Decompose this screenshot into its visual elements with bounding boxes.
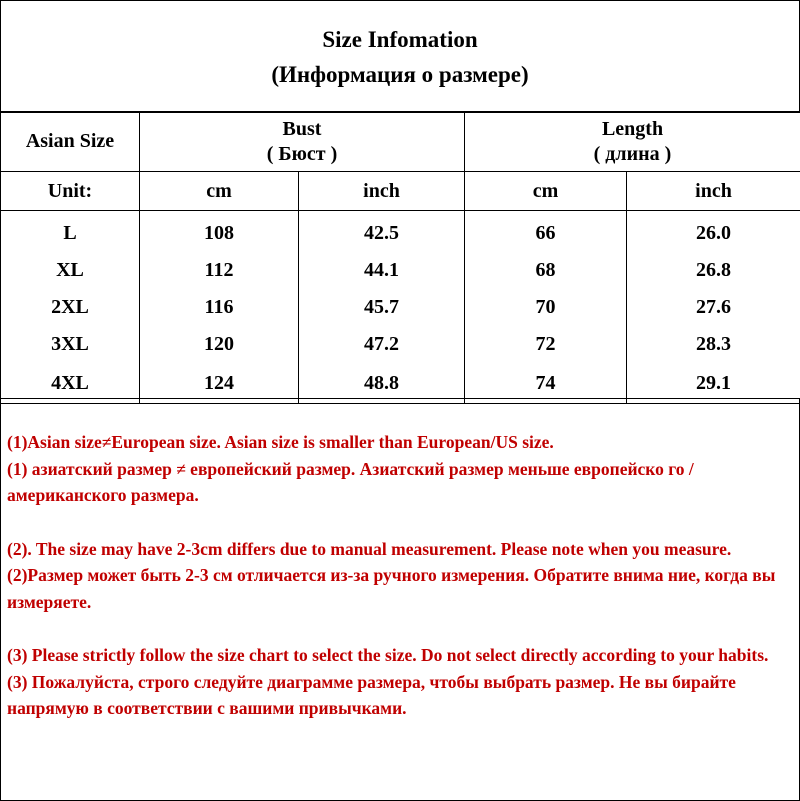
cell-bust-cm: 112 (140, 252, 299, 289)
table-row (1, 252, 800, 289)
cell-length-inch: 28.3 (627, 326, 800, 363)
cell-length-cm: 74 (465, 363, 627, 404)
notes-box (0, 398, 800, 801)
table-row (1, 289, 800, 326)
header-length-ru: ( длина ) (465, 142, 800, 167)
unit-bust-inch: inch (299, 172, 465, 211)
title-box (0, 0, 800, 113)
page-subtitle: (Информация о размере) (1, 62, 799, 88)
cell-bust-inch: 44.1 (299, 252, 465, 289)
note-gap (7, 615, 793, 642)
note-3-ru: (3) Пожалуйста, строго следуйте диаграмме размера, чтобы выбрать размер. Не вы бирайте напрямую в соответствии с вашими привычками. (7, 669, 793, 722)
cell-bust-cm: 120 (140, 326, 299, 363)
note-2-en: (2). The size may have 2-3cm differs due to manual measurement. Please note when you measure. (7, 536, 793, 563)
page-title: Size Infomation (1, 27, 799, 53)
note-1-en: (1)Asian size≠European size. Asian size is smaller than European/US size. (7, 429, 793, 456)
cell-length-cm: 68 (465, 252, 627, 289)
note-1-ru: (1) азиатский размер ≠ европейский размер. Азиатский размер меньше европейско го / американского размера. (7, 456, 793, 509)
note-2-ru: (2)Размер может быть 2-3 см отличается из-за ручного измерения. Обратите внима ние, когда вы измеряете. (7, 562, 793, 615)
cell-bust-inch: 45.7 (299, 289, 465, 326)
size-table (0, 111, 800, 404)
note-3-en: (3) Please strictly follow the size chart to select the size. Do not select directly according to your habits. (7, 642, 793, 669)
cell-size: 3XL (1, 326, 140, 363)
table-row (1, 211, 800, 253)
cell-size: XL (1, 252, 140, 289)
cell-bust-inch: 48.8 (299, 363, 465, 404)
unit-length-cm: cm (465, 172, 627, 211)
table-row (1, 326, 800, 363)
cell-bust-cm: 124 (140, 363, 299, 404)
cell-length-inch: 27.6 (627, 289, 800, 326)
table-unit-row (1, 172, 800, 211)
cell-bust-inch: 42.5 (299, 211, 465, 253)
cell-bust-cm: 116 (140, 289, 299, 326)
table-header-row (1, 112, 800, 172)
header-bust (140, 112, 465, 172)
cell-length-cm: 70 (465, 289, 627, 326)
note-gap (7, 509, 793, 536)
header-asian-size: Asian Size (1, 112, 140, 172)
header-length (465, 112, 800, 172)
notes (7, 429, 793, 722)
cell-length-cm: 72 (465, 326, 627, 363)
unit-label: Unit: (1, 172, 140, 211)
header-bust-en: Bust (140, 117, 464, 142)
cell-length-inch: 29.1 (627, 363, 800, 404)
cell-bust-inch: 47.2 (299, 326, 465, 363)
unit-bust-cm: cm (140, 172, 299, 211)
cell-bust-cm: 108 (140, 211, 299, 253)
unit-length-inch: inch (627, 172, 800, 211)
cell-size: 2XL (1, 289, 140, 326)
cell-size: 4XL (1, 363, 140, 404)
cell-length-cm: 66 (465, 211, 627, 253)
header-length-en: Length (465, 117, 800, 142)
cell-length-inch: 26.0 (627, 211, 800, 253)
header-bust-ru: ( Бюст ) (140, 142, 464, 167)
cell-length-inch: 26.8 (627, 252, 800, 289)
cell-size: L (1, 211, 140, 253)
